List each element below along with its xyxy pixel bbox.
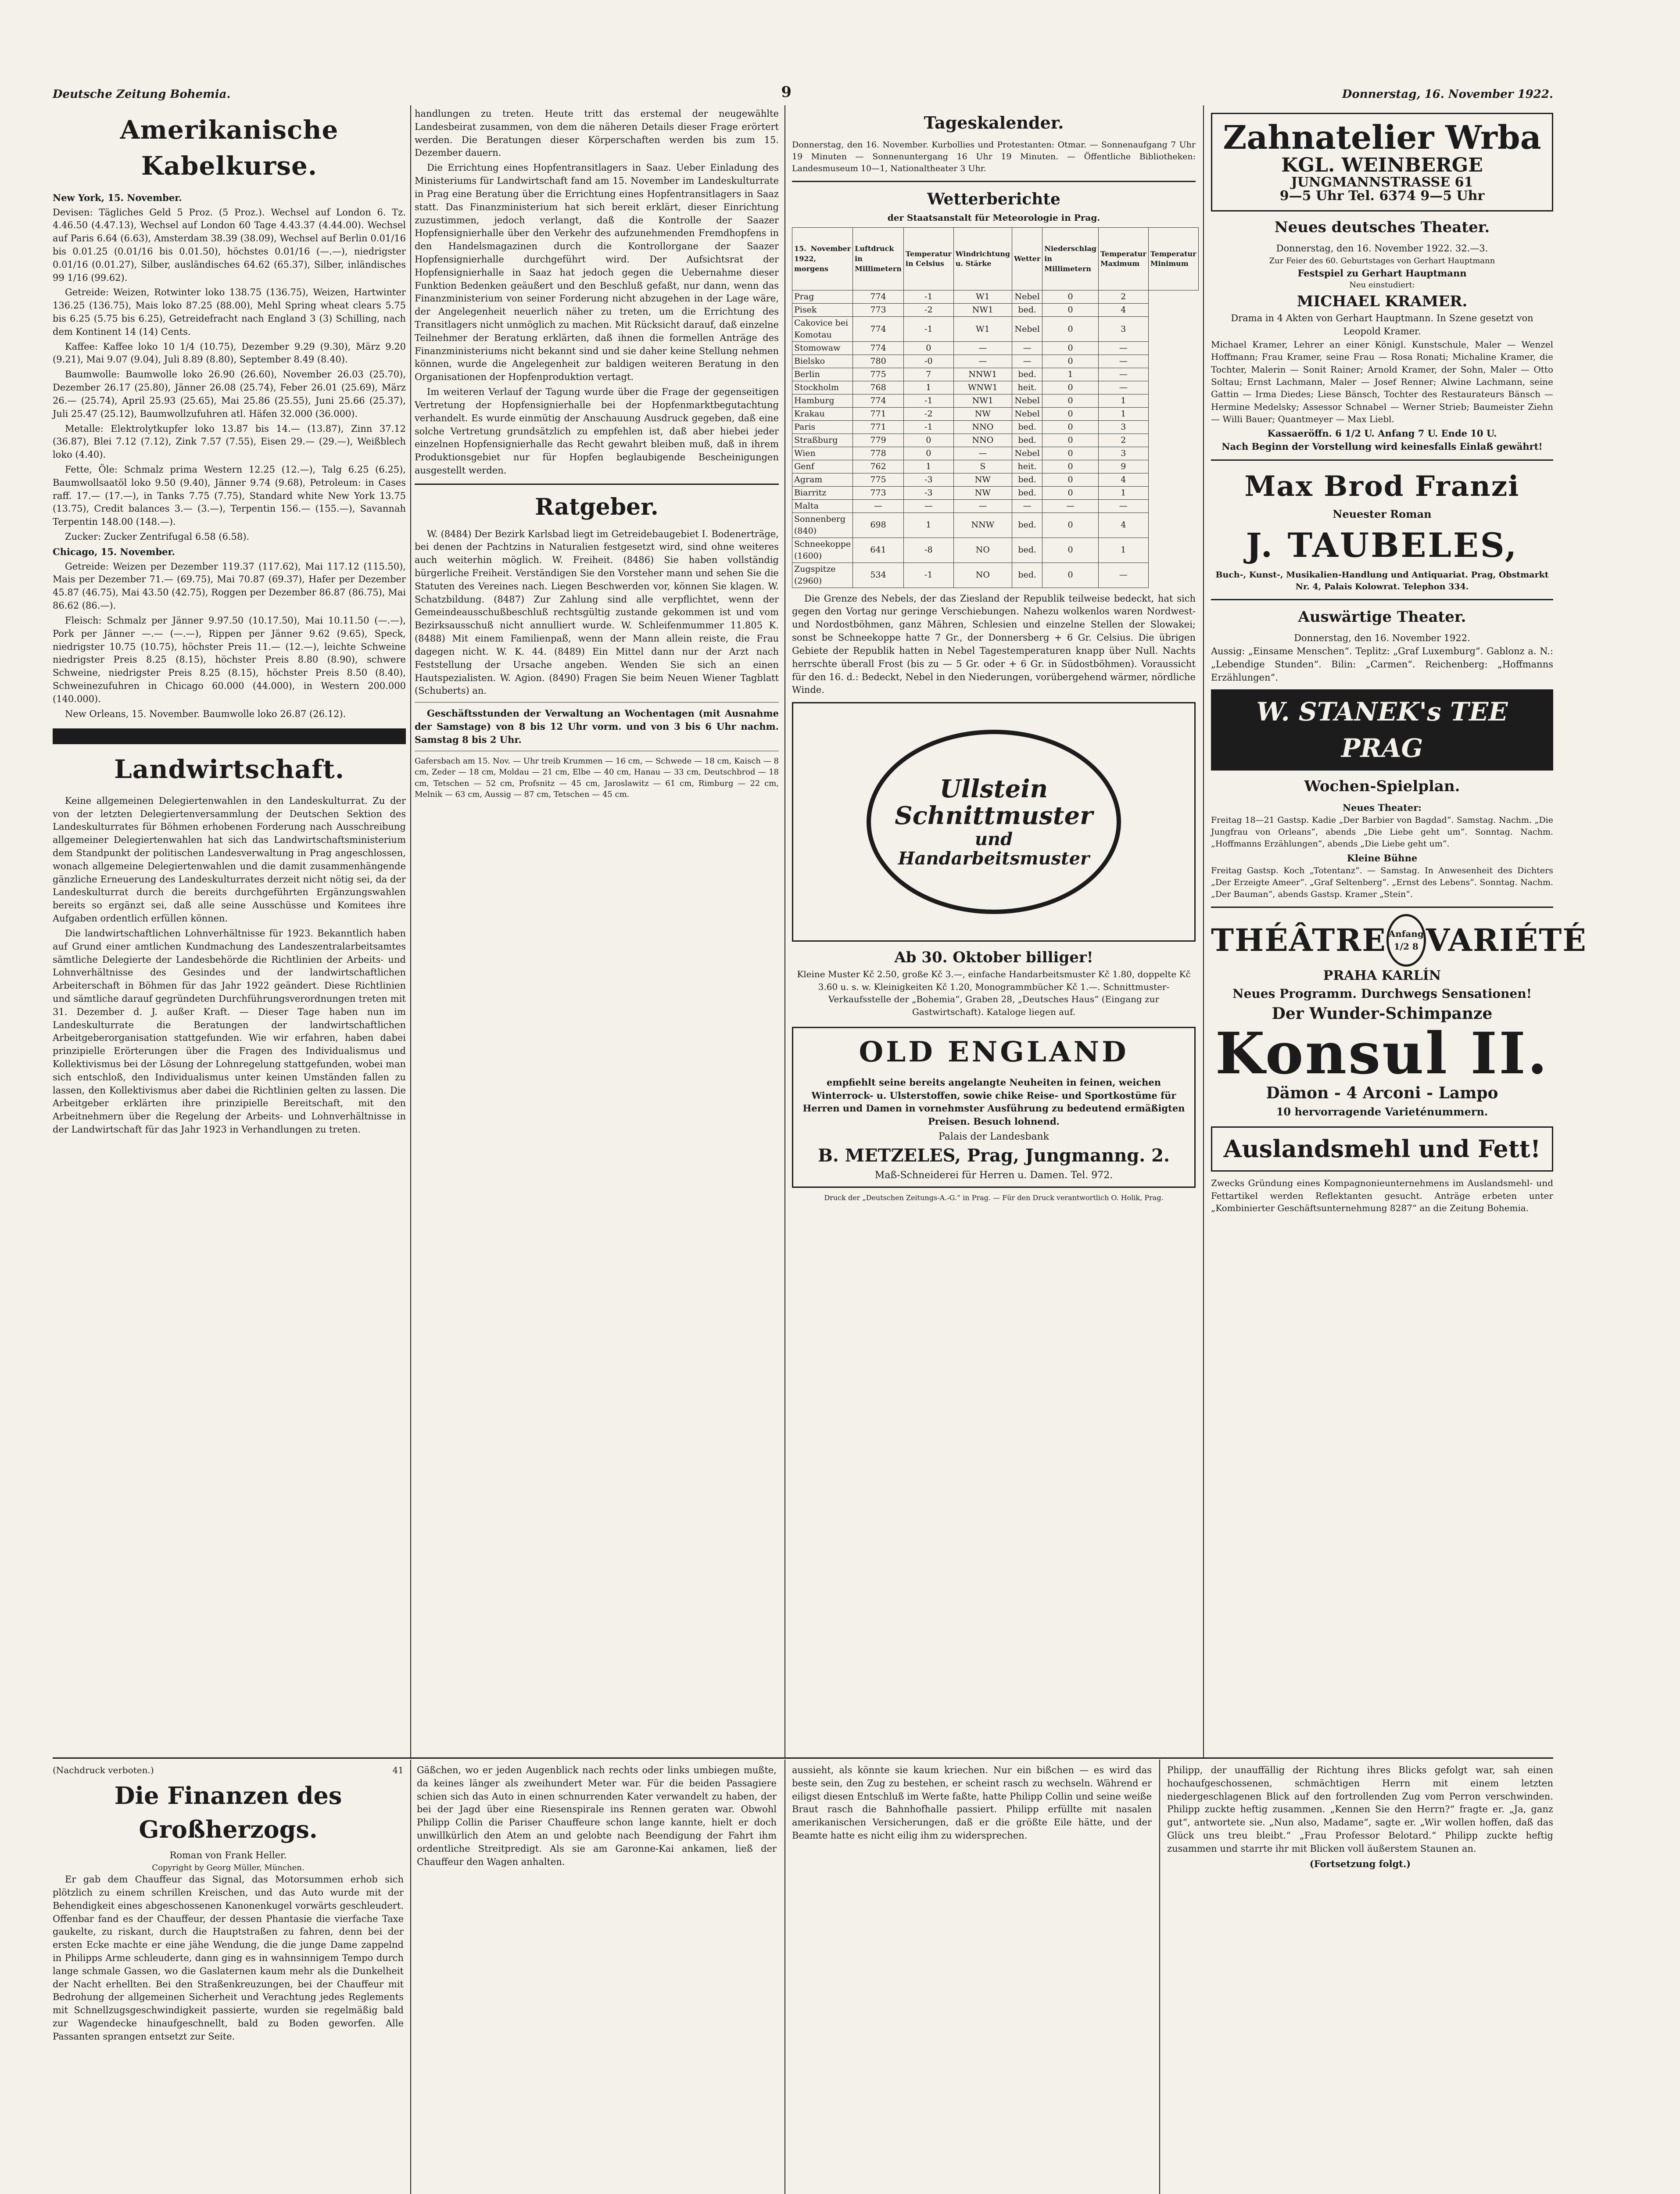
weather-value: Nebel	[1012, 447, 1042, 460]
kabel-getreide: Getreide: Weizen, Rotwinter loko 138.75 (136.75), Weizen, Hartwinter 136.25 (136.75), Mais loko 87.25 (88.00), Mehl Spring wheat clears 5.75 bis 6.25 (5.75 bis 6.25), Getreidefracht nach England 3 (3) Schilling, nach dem Kontinent 14 (14) Cents.	[53, 287, 406, 337]
roman-text-2: Gäßchen, wo er jeden Augenblick nach rechts oder links umbiegen mußte, da keines länger als zweihundert Meter war. Für die beiden Passagiere schien sich das Auto in einen schnurrenden Kater verwandelt zu haben, der bei der Jagd über eine Riesenspirale ins Rennen geraten war. Obwohl Philipp Collin die Pariser Chauffeure schon lange kannte, hielt er doch unwillkürlich den Atem an und gelobte nach Beendigung der Fahrt ihm ordentliche Streitpredigt. Als sie am Garonne-Kai ankamen, ließ der Chauffeur den Wagen anhalten.	[417, 1765, 777, 1867]
weather-value: 0	[1042, 381, 1099, 394]
theater-note: Nach Beginn der Vorstellung wird keinesfalls Einlaß gewährt!	[1221, 441, 1543, 452]
weather-station: Prag	[792, 290, 853, 304]
weather-value: 2	[1098, 434, 1148, 447]
weather-value: —	[953, 499, 1012, 513]
section-rule	[415, 484, 779, 485]
column-1	[53, 108, 406, 1757]
weather-station: Stockholm	[792, 381, 853, 394]
weather-station: Sonnenberg (840)	[792, 513, 853, 538]
theatre-word: THÉÂTRE	[1211, 922, 1386, 959]
weather-station: Schneekoppe (1600)	[792, 538, 853, 563]
old-england-ad	[792, 1027, 1196, 1188]
chicago-dateline: Chicago, 15. November.	[53, 546, 175, 557]
weather-date-header: 15. November 1922, morgens	[792, 228, 853, 290]
weather-value: W1	[953, 317, 1012, 342]
weather-value: 771	[853, 408, 904, 421]
zahnatelier-hours: 9—5 Uhr Tel. 6374 9—5 Uhr	[1279, 188, 1485, 204]
weather-table-header	[792, 228, 1199, 290]
kabel-zucker: Zucker: Zucker Zentrifugal 6.58 (6.58).	[65, 531, 250, 542]
column-2	[415, 108, 779, 1757]
weather-row	[792, 499, 1199, 513]
variete-word: VARIÉTÉ	[1426, 922, 1587, 959]
installment-number: 41	[392, 1765, 404, 1775]
new-orleans: New Orleans, 15. November. Baumwolle loko 26.87 (26.12).	[65, 708, 346, 719]
taubeles-address: Buch-, Kunst-, Musikalien-Handlung und Antiquariat. Prag, Obstmarkt Nr. 4, Palais Kolowrat. Telephon 334.	[1215, 570, 1549, 592]
section-rule	[415, 702, 779, 703]
old-england-palais: Palais der Landesbank	[938, 1131, 1049, 1143]
weather-col-header: Niederschlag in Millimetern	[1042, 228, 1099, 290]
theater-cast: Michael Kramer, Lehrer an einer Königl. Kunstschule, Maler — Wenzel Hoffmann; Frau Kramer, seine Frau — Rosa Ronati; Michaline Kramer, die Tochter, Malerin — Sonit Rainer; Arnold Kramer, der Sohn, Maler — Otto Soltau; Ernst Lachmann, Maler — Josef Renner; Alwine Lachmann, seine Gattin — Irma Diedes; Liese Bänsch, Tochter des Restaurateurs Bänsch — Hermine Medelsky; Assessor Schnabel — Werner Strieb; Baumeister Ziehn — Willi Bauer; Quantmeyer — Max Liebl.	[1211, 339, 1553, 425]
old-england-shop: B. METZELES, Prag, Jungmanng. 2.	[818, 1145, 1170, 1166]
theater-subtitle: Zur Feier des 60. Geburtstages von Gerhart Hauptmann	[1269, 256, 1495, 265]
weather-value: —	[953, 447, 1012, 460]
landwirtschaft-heading: Landwirtschaft.	[114, 754, 345, 785]
ullstein-logo-line2: Schnittmuster	[895, 801, 1093, 831]
weather-value: —	[853, 499, 904, 513]
weather-col-header: Wetter	[1012, 228, 1042, 290]
weather-value: NO	[953, 538, 1012, 563]
weather-value: bed.	[1012, 434, 1042, 447]
weather-value: S	[953, 460, 1012, 473]
kabel-baumwolle: Baumwolle: Baumwolle loko 26.90 (26.60), November 26.03 (25.70), Dezember 26.17 (25.80), Jänner 26.08 (25.74), Feber 26.01 (25.69), März 26.— (25.74), April 25.93 (25.65), Mai 25.86 (25.55), Juni 25.66 (25.37), Juli 25.47 (25.12), Baumwollzufuhren atl. Häfen 32.000 (36.000).	[53, 369, 406, 419]
weather-value: —	[1098, 368, 1148, 381]
weather-row	[792, 355, 1199, 368]
weather-value: —	[1098, 342, 1148, 355]
weather-value: -2	[903, 408, 953, 421]
weather-value: —	[953, 342, 1012, 355]
section-rule	[1211, 599, 1553, 600]
col2-continuation: handlungen zu treten. Heute tritt das erstemal der neugewählte Landesbeirat zusammen, von dem die näheren Details dieser Frage erörtert werden. Die Beratungen dieser Körperschaften werden bis zum 15. Dezember dauern.	[415, 108, 779, 158]
ullstein-logo	[867, 730, 1121, 914]
auswaertige-text: Aussig: „Einsame Menschen“. Teplitz: „Graf Luxemburg“. Gablonz a. N.: „Lebendige Stunden“. Bilin: „Carmen“. Reichenberg: „Hoffmanns Erzählungen“.	[1211, 645, 1553, 683]
ullstein-date: Ab 30. Oktober billiger!	[894, 949, 1093, 967]
section-rule	[1211, 459, 1553, 461]
header-date: Donnerstag, 16. November 1922.	[1342, 88, 1553, 101]
ullstein-logo-line4: Handarbeitsmuster	[898, 848, 1090, 869]
weather-value: 0	[1042, 460, 1099, 473]
weather-value: NNO	[953, 434, 1012, 447]
kabel-dateline: New York, 15. November.	[53, 192, 182, 203]
kabel-fette: Fette, Öle: Schmalz prima Western 12.25 (12.—), Talg 6.25 (6.25), Baumwollsaatöl loko 9.50 (9.40), Jänner 9.74 (9.68), Petroleum: in Cases raff. 17.— (17.—), in Tanks 7.75 (7.75), Standard white New York 13.75 (13.75), Credit balances 3.— (3.—), Terpentin 156.— (155.—), Savannah Terpentin 148.00 (148.—).	[53, 464, 406, 527]
weather-value: NW	[953, 486, 1012, 499]
kabel-devisen: Devisen: Tägliches Geld 5 Proz. (5 Proz.). Wechsel auf London 6. Tz. 4.46.50 (4.47.13), Wechsel auf London 60 Tage 4.43.37 (4.44.00). Wechsel auf Paris 6.64 (6.63), Amsterdam 38.39 (38.09), Wechsel auf Berlin 0.01/16 bis 0.01.25 (0.01/16 bis 0.01.50), höchstes 0.01/16 (—.—), niedrigster 0.01/16 (0.01.27), Silber, ausländisches 64.62 (65.37), Silber, inländisches 99 1/16 (99.62).	[53, 207, 406, 283]
weather-value: heit.	[1012, 381, 1042, 394]
roman-title: Die Finanzen des Großherzogs.	[114, 1782, 342, 1844]
weather-value: -2	[903, 304, 953, 317]
weather-row	[792, 447, 1199, 460]
weather-value: 0	[903, 342, 953, 355]
weather-value: 641	[853, 538, 904, 563]
weather-value: bed.	[1012, 538, 1042, 563]
weather-value: 1	[1098, 408, 1148, 421]
weather-value: —	[1042, 499, 1099, 513]
weather-value: NW	[953, 473, 1012, 486]
weather-row	[792, 486, 1199, 499]
weather-value: -8	[903, 538, 953, 563]
weather-value: NW1	[953, 304, 1012, 317]
roman-text-1: Er gab dem Chauffeur das Signal, das Motorsummen erhob sich plötzlich zu einem schrillen Kreischen, und das Auto wurde mit der Behendigkeit eines abgeschossenen Kanonenkugel vorwärts geschleudert. Offenbar fand es der Chauffeur, der dessen Phantasie die vierfache Taxe gaukelte, zu riskant, durch die Hauptstraßen zu fahren, denn bei der ersten Ecke machte er eine jähe Wendung, die die junge Dame zappelnd in Philipps Arme schleuderte, dann ging es in wahnsinnigem Tempo durch lange schmale Gassen, wo die Gaslaternen kaum mehr als die Dunkelheit der Nacht erhellten. Bei den Straßenkreuzungen, bei der Chauffeur mit Bedrohung der allgemeinen Sicherheit und Verachtung jedes Reglements mit Schnellzugsgeschwindigkeit passierte, wurden sie regelmäßig bald zur Wagendecke hinaufgeschnellt, bald zu Boden geworfen. Alle Passanten sprangen entsetzt zur Seite.	[53, 1874, 404, 2042]
ullstein-logo-line3: und	[974, 828, 1013, 850]
weather-value: —	[903, 499, 953, 513]
weather-value: bed.	[1012, 473, 1042, 486]
weather-value: 0	[1042, 563, 1099, 588]
theatre-variete-header	[1211, 914, 1587, 967]
nachdruck-note: (Nachdruck verboten.)	[53, 1765, 154, 1775]
theatre-acts: Dämon - 4 Arconi - Lampo	[1266, 1084, 1498, 1103]
weather-row	[792, 290, 1199, 304]
weather-value: Nebel	[1012, 408, 1042, 421]
geschaeftsstunden: Geschäftsstunden der Verwaltung an Wochentagen (mit Ausnahme der Samstage) von 8 bis 12 Uhr vorm. und von 3 bis 6 Uhr nachm. Samstag 8 bis 2 Uhr.	[415, 708, 779, 745]
zahnatelier-location: KGL. WEINBERGE	[1281, 154, 1483, 176]
weather-col-header: Temperatur Minimum	[1148, 228, 1198, 290]
roman-copyright: Copyright by Georg Müller, München.	[152, 1863, 304, 1872]
weather-value: 778	[853, 447, 904, 460]
weather-value: 0	[1042, 486, 1099, 499]
theater-festspiel: Festspiel zu Gerhart Hauptmann	[1297, 267, 1467, 279]
weather-value: WNW1	[953, 381, 1012, 394]
weather-value: 0	[1042, 421, 1099, 434]
wochen-subheading: Neues Theater:	[1342, 802, 1422, 814]
weather-forecast: Die Grenze des Nebels, der das Ziesland der Republik teilweise bedeckt, hat sich gegen den Vortag nur geringe Verschiebungen. Nahezu wolkenlos waren Nordwest- und Nordostböhmen, ganz Mähren, Schlesien und einzelne Stellen der Slowakei; sonst be Schneekoppe hatte 7 Gr., der Donnersberg + 6 Gr. Celsius. Die übrigen Gebiete der Republik hatten in Nebel Tagestemperaturen knapp über Null. Nachts herrschte überall Frost (bis zu — 5 Gr. oder + 6 Gr. in Südostböhmen). Voraussicht für den 16. d.: Bedeckt, Nebel in den Niederungen, vorübergehend wärmer, nördliche Winde.	[792, 593, 1196, 695]
column-3	[792, 108, 1196, 1757]
zahnatelier-name: Zahnatelier Wrba	[1223, 119, 1541, 157]
weather-value: W1	[953, 290, 1012, 304]
column-4	[1211, 108, 1587, 1757]
franzi-title: Max Brod Franzi	[1244, 470, 1520, 503]
weather-value: 4	[1098, 304, 1148, 317]
weather-value: 0	[1042, 290, 1099, 304]
weather-station: Biarritz	[792, 486, 853, 499]
weather-value: 534	[853, 563, 904, 588]
feuilleton-rule	[53, 1757, 1553, 1759]
chicago-getreide: Getreide: Weizen per Dezember 119.37 (117.62), Mai 117.12 (115.50), Mais per Dezember 71.— (69.75), Mai 70.87 (69.37), Hafer per Dezember 45.87 (46.75), Mai 43.50 (42.75), Roggen per Dezember 86.87 (86.75), Mai 86.62 (86.—).	[53, 561, 406, 611]
weather-value: bed.	[1012, 563, 1042, 588]
weather-station: Genf	[792, 460, 853, 473]
weather-row	[792, 304, 1199, 317]
weather-value: 0	[1042, 473, 1099, 486]
wochen-heading: Wochen-Spielplan.	[1304, 778, 1460, 796]
franzi-subtitle: Neuester Roman	[1333, 507, 1432, 520]
wochen-text: Freitag 18—21 Gastsp. Kadie „Der Barbier von Bagdad“. Samstag. Nachm. „Die Jungfrau von Orleans“, abends „Die Liebe geht um“. Sonntag. Nachm. „Hoffmanns Erzählungen“, abends „Die Liebe geht um“.	[1211, 815, 1553, 849]
weather-value: 762	[853, 460, 904, 473]
weather-value: NNW1	[953, 368, 1012, 381]
weather-value: Nebel	[1012, 290, 1042, 304]
weather-value: heit.	[1012, 460, 1042, 473]
weather-col-header: Temperatur Maximum	[1098, 228, 1148, 290]
weather-value: 774	[853, 342, 904, 355]
ullstein-ad	[792, 702, 1196, 942]
section-divider-bar	[53, 728, 406, 744]
konsul-title: Konsul II.	[1215, 1020, 1549, 1087]
weather-value: -1	[903, 394, 953, 408]
weather-value: 775	[853, 473, 904, 486]
theater-play: MICHAEL KRAMER.	[1297, 292, 1468, 310]
weather-row	[792, 342, 1199, 355]
weather-value: -0	[903, 355, 953, 368]
ullstein-prices: Kleine Muster Kč 2.50, große Kč 3.—, einfache Handarbeitsmuster Kč 1.80, doppelte Kč 3.60 u. s. w. Kleinigkeiten Kč 1.20, Monogrammbücher Kč 1.—. Schnittmuster-Verkaufsstelle der „Bohemia“, Graben 28, „Deutsches Haus“ (Eingang zur Gastwirtschaft). Kataloge liegen auf.	[797, 969, 1191, 1017]
kleine-buehne: Kleine Bühne	[1347, 853, 1418, 864]
weather-value: —	[953, 355, 1012, 368]
weather-station: Hamburg	[792, 394, 853, 408]
weather-value: NO	[953, 563, 1012, 588]
weather-value: 0	[1042, 538, 1099, 563]
chicago-fleisch: Fleisch: Schmalz per Jänner 9.97.50 (10.17.50), Mai 10.11.50 (—.—), Pork per Jänner —.— (—.—), Rippen per Jänner 9.62 (9.65), Speck, niedrigster 10.75 (10.75), höchster Preis 11.— (12.—), leichte Schweine niedrigster Preis 8.25 (8.15), höchster Preis 8.80 (8.90), schwere Schweine, niedrigster Preis 8.25 (8.15), höchster Preis 8.50 (8.40), Schweinezufuhren in Chicago 60.000 (44.000), in Western 200.000 (140.000).	[53, 615, 406, 704]
roman-text-3: aussieht, als könnte sie kaum kriechen. Nur ein bißchen — es wird das beste sein, den Zug zu bestehen, er scheint rasch zu wechseln. Während er eiligst diesen Entschluß im Werte faßte, hatte Philipp Collin und seine weiße Braut rasch die Bahnhofhalle passiert. Philipp erfüllte mit nasalen amerikanischen Versicherungen, daß er die größte Eile hätte, und der Beamte hatte es nicht eilig ihm zu widersprechen.	[792, 1765, 1152, 1841]
weather-value: 780	[853, 355, 904, 368]
weather-value: 0	[903, 447, 953, 460]
section-rule	[1211, 907, 1553, 908]
feuilleton-header	[53, 1764, 404, 1776]
weather-value: 698	[853, 513, 904, 538]
theater-heading: Neues deutsches Theater.	[1274, 218, 1490, 236]
page-header	[53, 75, 1553, 101]
wasserstand: Gafersbach am 15. Nov. — Uhr treib Krummen — 16 cm, — Schwede — 18 cm, Kaisch — 8 cm, Zeder — 18 cm, Moldau — 21 cm, Elbe — 40 cm, Hanau — 33 cm, Deutschbrod — 18 cm, Tetschen — 52 cm, Profsnitz — 45 cm, Jaroslawitz — 61 cm, Rimburg — 22 cm, Melnik — 63 cm, Aussig — 87 cm, Tetschen — 45 cm.	[415, 756, 779, 799]
printer-imprint: Druck der „Deutschen Zeitungs-A.-G.“ in Prag. — Für den Druck verantwortlich O. Holik, Prag.	[824, 1194, 1164, 1202]
weather-station: Bielsko	[792, 355, 853, 368]
column-divider	[410, 1760, 411, 2194]
weather-value: Nebel	[1012, 317, 1042, 342]
theater-times: Kassaeröffn. 6 1/2 U. Anfang 7 U. Ende 10 U.	[1267, 428, 1497, 439]
weather-value: 773	[853, 486, 904, 499]
weather-station: Straßburg	[792, 434, 853, 447]
theater-new: Neu einstudiert:	[1349, 280, 1415, 290]
weather-value: —	[1012, 499, 1042, 513]
weather-value: 3	[1098, 317, 1148, 342]
weather-value: 1	[1042, 368, 1099, 381]
weather-value: 4	[1098, 473, 1148, 486]
theatre-wunder: Der Wunder-Schimpanze	[1272, 1004, 1493, 1023]
weather-row	[792, 408, 1199, 421]
weather-value: 0	[1042, 304, 1099, 317]
weather-value: -1	[903, 563, 953, 588]
anfang-badge: Anfang 1/2 8	[1386, 914, 1426, 967]
weather-value: 2	[1098, 290, 1148, 304]
weather-value: 1	[1098, 538, 1148, 563]
auslandsmehl-ad: Auslandsmehl und Fett!	[1211, 1126, 1553, 1172]
hopfen-article-2: Im weiteren Verlauf der Tagung wurde über die Frage der gegenseitigen Vertretung der Hopfensignierhalle bei der Hopfenmarktbegutachtung verhandelt. Es wurde einmütig der Anschauung Ausdruck gegeben, daß eine solche Vertretung grundsätzlich zu empfehlen ist, daß aber hiebei jeder einzelnen Hopfensignierhalle das Recht gewahrt bleiben muß, daß in ihrem Produktionsgebiet nur für Hopfen beglaubigende Bescheinigungen ausgestellt werden.	[415, 387, 779, 476]
weather-col-header: Luftdruck in Millimetern	[853, 228, 904, 290]
weather-value: —	[1098, 499, 1148, 513]
weather-value: 773	[853, 304, 904, 317]
weather-row	[792, 538, 1199, 563]
page-number: 9	[781, 83, 792, 101]
weather-value: 9	[1098, 460, 1148, 473]
weather-value: 3	[1098, 421, 1148, 434]
tageskalender-text: Donnerstag, den 16. November. Kurbollies und Protestanten: Otmar. — Sonnenaufgang 7 Uhr 19 Minuten — Sonnenuntergang 16 Uhr 19 Minuten. — Öffentliche Bibliotheken: Landesmuseum 10—1, Nationaltheater 3 Uhr.	[792, 140, 1196, 173]
weather-value: 779	[853, 434, 904, 447]
column-divider	[784, 105, 785, 1757]
kabel-kaffee: Kaffee: Kaffee loko 10 1/4 (10.75), Dezember 9.29 (9.30), März 9.20 (9.21), Mai 9.07 (9.04), Juli 8.89 (8.80), September 8.49 (8.40).	[53, 341, 406, 365]
weather-row	[792, 381, 1199, 394]
feuilleton-col-4	[1167, 1764, 1553, 2194]
weather-value: 1	[903, 513, 953, 538]
old-england-text: empfiehlt seine bereits angelangte Neuheiten in feinen, weichen Winterrock- u. Ulsterstoffen, sowie chike Reise- und Sportkostüme für Herren und Damen in vornehmster Ausführung zu bedeutend ermäßigten Preisen. Besuch lohnend.	[802, 1076, 1185, 1127]
weather-value: -1	[903, 290, 953, 304]
weather-value: bed.	[1012, 368, 1042, 381]
weather-value: —	[1012, 342, 1042, 355]
column-divider	[410, 105, 411, 1757]
weather-table-body	[792, 290, 1199, 588]
weather-value: 7	[903, 368, 953, 381]
weather-value: bed.	[1012, 421, 1042, 434]
weather-value: 768	[853, 381, 904, 394]
theatre-program: Neues Programm. Durchwegs Sensationen!	[1232, 986, 1532, 1001]
column-divider	[1203, 105, 1204, 1757]
weather-value: 0	[1042, 434, 1099, 447]
kleine-text: Freitag Gastsp. Koch „Totentanz“. — Samstag. In Anwesenheit des Dichters „Der Erzeigte Ameer“. „Graf Seltenberg“. „Ernst des Lebens“. Sonntag. Nachm. „Der Bauman“, abends Gastsp. Kramer „Stein“.	[1211, 865, 1553, 899]
weather-value: NW	[953, 408, 1012, 421]
weather-value: 0	[903, 434, 953, 447]
weather-station: Pisek	[792, 304, 853, 317]
weather-col-header: Temperatur in Celsius	[903, 228, 953, 290]
weather-value: 0	[1042, 342, 1099, 355]
weather-station: Wien	[792, 447, 853, 460]
weather-value: —	[1098, 355, 1148, 368]
theater-drama: Drama in 4 Akten von Gerhart Hauptmann. In Szene gesetzt von Leopold Kramer.	[1231, 313, 1533, 337]
weather-row	[792, 460, 1199, 473]
weather-value: 1	[1098, 394, 1148, 408]
weather-value: 0	[1042, 513, 1099, 538]
auslandsmehl-text: Zwecks Gründung eines Kompagnonieunternehmens im Auslandsmehl- und Fettartikel werden Reflektanten gesucht. Anträge erbeten unter „Kombinierter Geschäftsunternehmung 8287“ an die Zeitung Bohemia.	[1211, 1178, 1553, 1213]
weather-value: 774	[853, 394, 904, 408]
weather-row	[792, 394, 1199, 408]
weather-table	[792, 227, 1199, 588]
stanek-tea-ad: W. STANEK's TEE PRAG	[1211, 689, 1553, 771]
ratgeber-text: W. (8484) Der Bezirk Karlsbad liegt im Getreidebaugebiet I. Bodenerträge, bei denen der Pachtzins in Naturalien festgesetzt wird, sind ohne weiteres auch weiterhin möglich. W. Freiheit. (8486) Sie haben vollständig bürgerliche Freiheit. Verständigen Sie den Vorsteher mann und sehen Sie die Statuten des Vereines nach. Liegen Beschwerden vor, können Sie klagen. W. Schatzbildung. (8487) Zur Zahlung sind alle verpflichtet, wenn der Gemeindeausschußbeschluß rechtsgültig zustande gekommen ist und vom Bezirksausschuß nicht annulliert wurde. W. Schleifenmummer 11.805 K. (8488) Mit einem Familienpaß, wenn der Mann allein reiste, die Frau dagegen nicht. W. K. 44. (8489) Ein Mittel dann nur der Arzt nach Feststellung der Ursache angeben. Wenden Sie sich an einen Hautspezialisten. W. Agion. (8490) Fragen Sie beim Neuen Wiener Tagblatt (Schuberts) an.	[415, 528, 779, 696]
weather-value: 3	[1098, 447, 1148, 460]
zahnatelier-street: JUNGMANNSTRASSE 61	[1291, 174, 1473, 190]
weather-station: Krakau	[792, 408, 853, 421]
weather-station: Agram	[792, 473, 853, 486]
weather-value: 0	[1042, 317, 1099, 342]
old-england-footer: Maß-Schneiderei für Herren u. Damen. Tel. 972.	[874, 1170, 1113, 1181]
weather-heading: Wetterberichte	[927, 190, 1060, 208]
weather-value: 1	[903, 460, 953, 473]
weather-value: -3	[903, 473, 953, 486]
weather-value: NNO	[953, 421, 1012, 434]
weather-value: 0	[1042, 447, 1099, 460]
weather-row	[792, 434, 1199, 447]
roman-text-4: Philipp, der unauffällig der Richtung ihres Blicks gefolgt war, sah einen hochaufgeschossenen, schmächtigen Herrn mit einem letzten niedergeschlagenen Blick auf den fortrollenden Zug vom Perron verschwinden. Philipp zuckte heftig zusammen. „Kennen Sie den Herrn?“ fragte er. „Ja, ganz gut“, antwortete sie. „Nun also, Madame“, sagte er. „Wir wollen hoffen, daß das Glück uns treu bleibt.“ „Frau Professor Belotard.“ Philipp zuckte heftig zusammen und starrte ihr mit Blicken voll äußerstem Staunen an.	[1167, 1765, 1553, 1854]
weather-value: 774	[853, 290, 904, 304]
weather-value: -3	[903, 486, 953, 499]
auswaertige-date: Donnerstag, den 16. November 1922.	[1294, 633, 1470, 644]
weather-value: 4	[1098, 513, 1148, 538]
weather-value: bed.	[1012, 513, 1042, 538]
weather-subheading: der Staatsanstalt für Meteorologie in Prag.	[887, 212, 1100, 223]
weather-row	[792, 317, 1199, 342]
land-article-1: Keine allgemeinen Delegiertenwahlen in den Landeskulturrat. Zu der von der letzten Delegiertenversammlung der Deutschen Sektion des Landeskulturrates für Böhmen erhobenen Forderung nach Ausschreibung allgemeiner Delegiertenwahlen hat sich das Landwirtschaftsministerium dem Standpunkt der politischen Landesverwaltung in Prag angeschlossen, wonach allgemeine Delegiertenwahlen und die damit zusammenhängende gänzliche Erneuerung des Landeskulturrates derzeit nicht nötig sei, da der Landeskulturrat durch die bereits durchgeführten Ergänzungswahlen bereits so ergänzt sei, daß alle seine Ausschüsse und Komitees ihre Aufgaben ordentlich erfüllen können.	[53, 795, 406, 924]
weather-row	[792, 368, 1199, 381]
kabel-heading: Amerikanische Kabelkurse.	[120, 115, 339, 181]
weather-station: Cakovice bei Komotau	[792, 317, 853, 342]
ratgeber-heading: Ratgeber.	[535, 493, 659, 520]
weather-row	[792, 421, 1199, 434]
weather-value: 1	[903, 381, 953, 394]
weather-row	[792, 513, 1199, 538]
weather-value: 774	[853, 317, 904, 342]
newspaper-page	[53, 75, 1587, 2194]
weather-value: bed.	[1012, 486, 1042, 499]
weather-row	[792, 473, 1199, 486]
weather-station: Malta	[792, 499, 853, 513]
weather-value: -1	[903, 421, 953, 434]
column-divider	[784, 1760, 785, 2194]
weather-station: Stomowaw	[792, 342, 853, 355]
taubeles-name: J. TAUBELES,	[1246, 526, 1519, 565]
weather-value: 775	[853, 368, 904, 381]
auswaertige-heading: Auswärtige Theater.	[1298, 608, 1466, 626]
weather-value: —	[1098, 563, 1148, 588]
weather-value: NW1	[953, 394, 1012, 408]
weather-value: NNW	[953, 513, 1012, 538]
feuilleton-col-3	[792, 1764, 1152, 2194]
weather-value: —	[1098, 381, 1148, 394]
weather-value: 0	[1042, 355, 1099, 368]
weather-value: -1	[903, 317, 953, 342]
weather-col-header: Windrichtung u. Stärke	[953, 228, 1012, 290]
zahnatelier-ad	[1211, 113, 1553, 212]
weather-value: 1	[1098, 486, 1148, 499]
weather-row	[792, 563, 1199, 588]
weather-value: bed.	[1012, 304, 1042, 317]
old-england-logo: OLD ENGLAND	[859, 1035, 1129, 1068]
fortsetzung-note: (Fortsetzung folgt.)	[1309, 1858, 1411, 1869]
kabel-metalle: Metalle: Elektrolytkupfer loko 13.87 bis 14.— (13.87), Zinn 37.12 (36.87), Blei 7.12 (7.12), Zink 7.57 (7.55), Eisen 29.— (29.—), Weißblech loko (4.40).	[53, 423, 406, 460]
column-divider	[1159, 1760, 1160, 2194]
ullstein-logo-line1: Ullstein	[939, 774, 1048, 803]
land-article-2: Die landwirtschaftlichen Lohnverhältnisse für 1923. Bekanntlich haben auf Grund einer amtlichen Kundmachung des Landeszentralarbeitsamtes sämtliche Delegierte der Landesbehörde die Richtlinien der Arbeits- und Lohnverhältnisse des Gesindes und der landwirtschaftlichen Arbeiterschaft in Böhmen für das Jahr 1922 geändert. Diese Richtlinien und sämtliche darauf gegründeten Durchführungsverordnungen treten mit 31. Dezember d. J. außer Kraft. — Dieser Tage haben nun im Landeskulturrate die Beratungen der landwirtschaftlichen Arbeitgeberorganisation stattgefunden. Wie wir erfahren, haben dabei prinzipielle Erörterungen über die Fragen des Individualismus und Kollektivismus bei der Lösung der Lohnregelung stattgefunden, wobei man sich entschloß, den Individualismus unter keinen Umständen fallen zu lassen, den Kollektivismus aber dabei die Richtlinien gelten zu lassen. Die Arbeitgeber erklärten ihre prinzipielle Bereitschaft, mit den Arbeitnehmern über die Regelung der Arbeits- und Lohnverhältnisse in der Landwirtschaft für das Jahr 1923 in Verhandlungen zu treten.	[53, 928, 406, 1135]
weather-station: Paris	[792, 421, 853, 434]
weather-value: Nebel	[1012, 394, 1042, 408]
roman-author: Roman von Frank Heller.	[169, 1850, 287, 1861]
theater-date: Donnerstag, den 16. November 1922. 32.—3.	[1276, 243, 1488, 254]
weather-value: —	[1012, 355, 1042, 368]
weather-value: 0	[1042, 394, 1099, 408]
weather-value: 771	[853, 421, 904, 434]
theatre-location: PRAHA KARLÍN	[1323, 968, 1441, 983]
feuilleton-col-2	[417, 1764, 777, 2194]
section-rule	[792, 181, 1196, 182]
weather-station: Berlin	[792, 368, 853, 381]
header-left: Deutsche Zeitung Bohemia.	[53, 88, 231, 101]
weather-station: Zugspitze (2960)	[792, 563, 853, 588]
tageskalender-heading: Tageskalender.	[924, 113, 1064, 133]
theatre-acts-2: 10 hervorragende Varieténummern.	[1276, 1105, 1488, 1119]
weather-value: 0	[1042, 408, 1099, 421]
feuilleton-col-1	[53, 1764, 404, 2194]
hopfen-article: Die Errichtung eines Hopfentransitlagers in Saaz. Ueber Einladung des Ministeriums für Landwirtschaft fand am 15. November im Landeskulturrate in Prag eine Beratung über die Errichtung eines Hopfentransitlagers in Saaz statt. Das Finanzministerium hat sich bereit erklärt, dieser Einrichtung zuzustimmen, jedoch verlangt, daß die Kontrolle der Saazer Hopfensignierhalle über den Verkehr des aufzunehmenden Fremdhopfens in den Handelsmagazinen durch die Kontrollorgane der Saazer Hopfensignierhalle durchgeführt wird. Der Aufsichtsrat der Hopfensignierhalle in Saaz hat jedoch gegen die Uebernahme dieser Funktion Bedenken geäußert und den Beschluß gefaßt, nur dann, wenn das Finanzministerium von seiner Forderung nicht abzugehen in der Lage wäre, der Angelegenheit neuerlich näher zu treten, um die Errichtung des Transitlagers nicht unmöglich zu machen. Mit Rücksicht darauf, daß einzelne Teilnehmer der Beratung erklärten, daß ihnen die formellen Anträge des Finanzministeriums nicht bekannt sind und sie daher keine Stellung nehmen können, wurde die Angelegenheit zur baldigen weiteren Beratung in den Organisationen der Hopfenproduktion vertagt.	[415, 162, 779, 383]
